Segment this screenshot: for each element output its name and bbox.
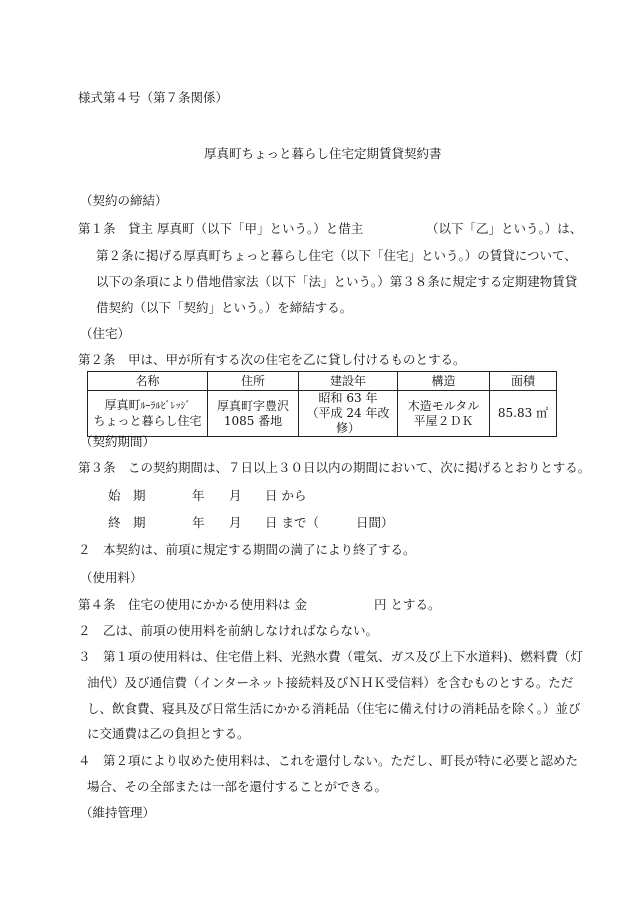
address-line1: 厚真町字豊沢 [216, 398, 289, 413]
article3-line1: 第３条 この契約期間は、７日以上３０日以内の期間において、次に掲げるとおりとする。 [78, 460, 591, 475]
end-year-unit: 年 [192, 515, 205, 530]
article4-line1-a: 第４条 住宅の使用にかかる使用料は 金 [78, 597, 307, 612]
table-header-row [88, 372, 557, 391]
column-header-structure: 構造 [398, 372, 490, 391]
column-header-construction-year: 建設年 [299, 372, 398, 391]
cell-area: 85.83 ㎡ [490, 391, 557, 437]
property-table [87, 371, 557, 437]
end-month-unit: 月 [229, 515, 242, 530]
article4-para3-line2: 油代）及び通信費（インターネット接続料及びＮＨＫ受信料）を含むものとする。ただ [87, 675, 574, 690]
article1-line1-a: 第１条 貸主 厚真町（以下「甲」という。）と借主 [78, 221, 364, 236]
cell-structure [398, 391, 490, 437]
article4-para4-line2: 場合、その全部または一部を還付することができる。 [87, 779, 388, 794]
cell-name [88, 391, 208, 437]
column-header-address: 住所 [208, 372, 299, 391]
heading-maintenance: （維持管理） [80, 805, 156, 820]
name-line1-small: ﾙｰﾗﾙﾋﾞﾚｯｼﾞ [140, 401, 191, 412]
structure-line1: 木造モルタル [407, 398, 480, 413]
column-header-area: 面積 [490, 372, 557, 391]
article4-para2: ２ 乙は、前項の使用料を前納しなければならない。 [78, 623, 379, 638]
cell-address [208, 391, 299, 437]
heading-housing: （住宅） [80, 326, 131, 341]
article2-line1: 第２条 甲は、甲が所有する次の住宅を乙に貸し付けるものとする。 [78, 352, 466, 367]
article1-line3: 以下の条項により借地借家法（以下「法」という。）第３８条に規定する定期建物賃貸 [96, 274, 578, 289]
cell-construction-year [299, 391, 398, 437]
column-header-name: 名称 [88, 372, 208, 391]
name-line1: 厚真町 [104, 398, 141, 412]
start-month-unit: 月 [229, 488, 242, 503]
heading-usage-fee: （使用料） [80, 570, 143, 585]
article1-line1-b: （以下「乙」という。）は、 [426, 221, 583, 236]
year-line2: （平成 24 年改修） [306, 406, 390, 435]
article4-para3-line3: し、飲食費、寝具及び日常生活にかかる消耗品（住宅に備え付けの消耗品を除く。）並び [87, 701, 581, 716]
table-row [88, 391, 557, 437]
name-line2: ちょっと暮らし住宅 [93, 414, 202, 428]
end-period-label: 終 期 [108, 515, 146, 530]
article3-para2: ２ 本契約は、前項に規定する期間の満了により終了する。 [78, 542, 416, 557]
end-day-until: 日 まで（ [265, 515, 319, 530]
document-title: 厚真町ちょっと暮らし住宅定期賃貸契約書 [204, 146, 442, 161]
article4-para4-line1: ４ 第２項により収めた使用料は、これを還付しない。ただし、町長が特に必要と認めた [78, 753, 579, 768]
start-year-unit: 年 [192, 488, 205, 503]
structure-line2: 平屋２ＤＫ [413, 413, 474, 428]
article4-line1-b: 円 とする。 [374, 597, 441, 612]
article1-line2: 第２条に掲げる厚真町ちょっと暮らし住宅（以下「住宅」という。）の賃貸について、 [96, 248, 577, 263]
start-period-label: 始 期 [108, 488, 146, 503]
heading-contract-conclusion: （契約の締結） [80, 193, 168, 208]
year-line1: 昭和 63 年 [318, 391, 378, 405]
address-line2: 1085 番地 [223, 413, 283, 428]
heading-contract-period: （契約期間） [80, 434, 156, 449]
total-days: 日間） [356, 515, 394, 530]
form-number: 様式第４号（第７条関係） [78, 90, 229, 105]
start-day-from: 日 から [265, 488, 307, 503]
article4-para3-line1: ３ 第１項の使用料は、住宅借上料、光熱水費（電気、ガス及び上下水道料)、燃料費（灯 [78, 649, 583, 664]
article4-para3-line4: に交通費は乙の負担とする。 [87, 726, 250, 741]
article1-line4: 借契約（以下「契約」という。）を締結する。 [96, 300, 353, 315]
